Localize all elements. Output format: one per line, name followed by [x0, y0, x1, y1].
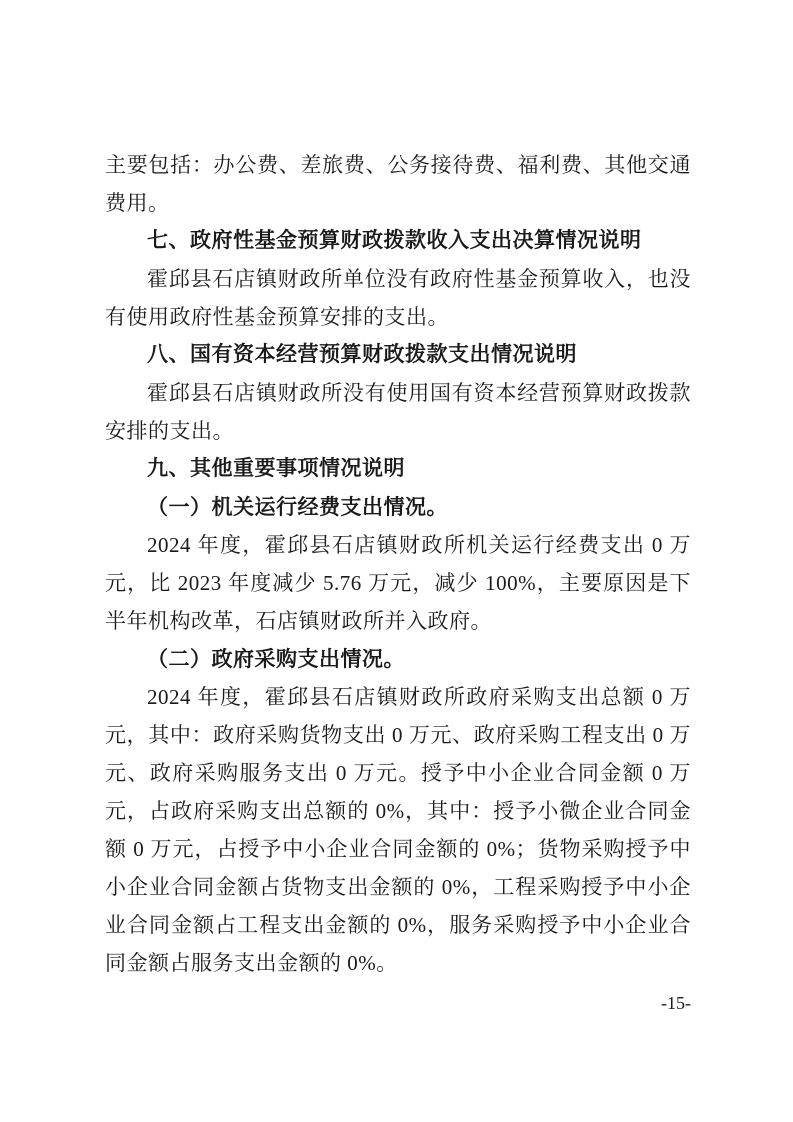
page-number: -15- — [661, 993, 691, 1013]
section-heading-8: 八、国有资本经营预算财政拨款支出情况说明 — [147, 343, 577, 366]
body-paragraph: 霍邱县石店镇财政所单位没有政府性基金预算收入，也没有使用政府性基金预算安排的支出。 — [105, 267, 691, 329]
subsection-heading-1: （一）机关运行经费支出情况。 — [147, 495, 448, 519]
body-paragraph: 霍邱县石店镇财政所没有使用国有资本经营预算财政拨款安排的支出。 — [105, 381, 691, 443]
body-paragraph-continuation: 主要包括：办公费、差旅费、公务接待费、福利费、其他交通费用。 — [105, 153, 691, 215]
section-heading-9: 九、其他重要事项情况说明 — [147, 457, 405, 480]
page-footer — [105, 992, 691, 1014]
subsection-heading-2: （二）政府采购支出情况。 — [147, 647, 405, 671]
document-body — [105, 146, 691, 982]
body-paragraph: 2024 年度，霍邱县石店镇财政所政府采购支出总额 0 万元，其中：政府采购货物支出 0 万元、政府采购工程支出 0 万元、政府采购服务支出 0 万元。授予中小企业合同金额 0 万元，占政府采购支出总额的 0%，其中：授予小微企业合同金额 0 万元，占授予中小企业合同金额的 0%；货物采购授予中小企业合同金额占货物支出金额的 0%，工程采购授予中小企业合同金额占工程支出金额的 0%，服务采购授予中小企业合同金额占服务支出金额的 0%。 — [105, 685, 691, 975]
body-paragraph: 2024 年度，霍邱县石店镇财政所机关运行经费支出 0 万元，比 2023 年度减少 5.76 万元，减少 100%，主要原因是下半年机构改革，石店镇财政所并入政府。 — [105, 533, 691, 633]
section-heading-7: 七、政府性基金预算财政拨款收入支出决算情况说明 — [147, 229, 642, 252]
